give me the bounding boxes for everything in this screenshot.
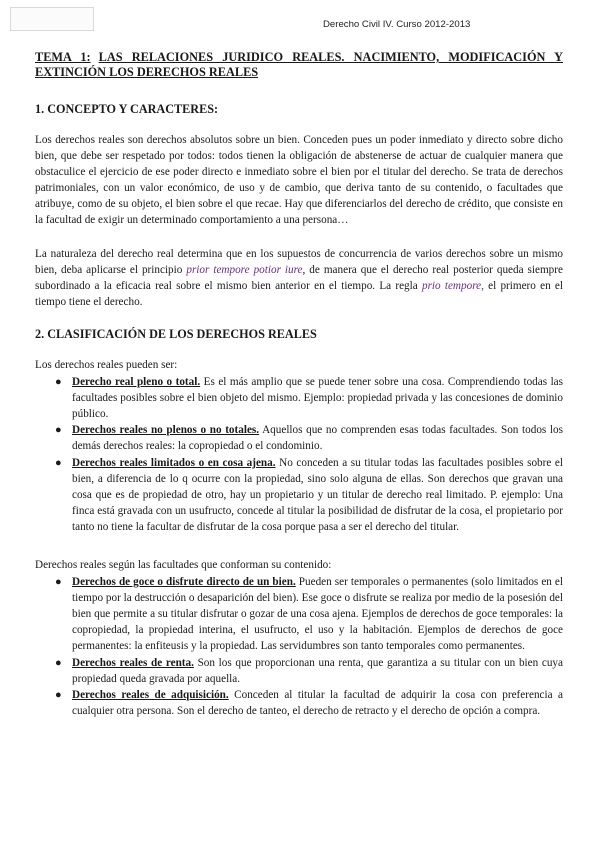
list-item-text: No conceden a su titular todas las facultades posibles sobre el bien, a diferencia de lo q ocurre con la propiedad, sino solo alguna de ellas. Son derechos que gravan una cosa que es de propiedad de otro, hay un propietario y un titular de derecho real limitado. P. ejemplo: Una finca está gravada con un usufructo, concede al titular la posibilidad de disfrutar de la cosa, el propietario por tanto no tiene la facultar de disfrutar de la cosa porque pasa a ser el derecho del titular. — [72, 456, 563, 533]
list-item — [35, 455, 563, 535]
list-item-text: Conceden al titular la facultad de adquirir la cosa con preferencia a cualquier otra persona. Son el derecho de tanteo, el derecho de retracto y el derecho de opción a compra. — [72, 688, 563, 717]
document-body — [35, 50, 563, 739]
facultades-list — [35, 574, 563, 719]
list-lead: Los derechos reales pueden ser: — [35, 358, 178, 371]
list-item-term: Derecho real pleno o total. — [72, 376, 201, 389]
header-logo-placeholder — [10, 7, 94, 31]
list-item — [35, 574, 563, 654]
list-item-term: Derechos reales limitados o en cosa ajena. — [72, 456, 276, 469]
latin-phrase: prior tempore potior iure — [186, 263, 303, 276]
list-item-term: Derechos reales de renta. — [72, 656, 194, 669]
bullet-icon: ● — [55, 456, 62, 469]
bullet-icon: ● — [55, 576, 62, 589]
list-item-term: Derechos reales de adquisición. — [72, 688, 229, 701]
bullet-icon: ● — [55, 376, 62, 389]
list-item-text: Aquellos que no comprenden esas todas facultades. Son todos los demás derechos reales: la copropiedad o el condominio. — [72, 424, 563, 453]
list-item — [35, 422, 563, 454]
list-item — [35, 374, 563, 422]
list-item — [35, 655, 563, 687]
bullet-icon: ● — [55, 656, 62, 669]
paragraph-naturaleza — [35, 246, 563, 310]
title-text: LAS RELACIONES JURIDICO REALES. NACIMIENTO, MODIFICACIÓN Y EXTINCIÓN LOS DERECHOS REALES — [35, 50, 563, 79]
title-tema: TEMA 1: — [35, 50, 91, 64]
latin-phrase: prio tempore, — [421, 279, 484, 292]
list-item-term: Derechos de goce o disfrute directo de un bien. — [72, 576, 296, 589]
list-lead: Derechos reales según las facultades que conforman su contenido: — [35, 558, 332, 571]
document-title — [35, 50, 563, 80]
running-header: Derecho Civil IV. Curso 2012-2013 — [323, 19, 471, 30]
paragraph-concepto: Los derechos reales son derechos absolutos sobre un bien. Conceden pues un poder inmediato y directo sobre dicho bien, que debe ser respetado por todos: todos tienen la obligación de abstenerse de actuar de cualquier manera que obstaculice el ejercicio de ese poder directo e inmediato sobre el bien por el titular del derecho. Se trata de derechos patrimoniales, con un valor económico, de uso y de cambio, que deriva tanto de su contenido, o facultades que atribuye, como de su objeto, el bien sobre el que recae. Hay que diferenciarlos del derecho de crédito, que consiste en la facultad de exigir un determinado comportamiento a una persona… — [35, 134, 563, 227]
list-item-term: Derechos reales no plenos o no totales. — [72, 424, 260, 437]
bullet-icon: ● — [55, 688, 62, 701]
list-item — [35, 687, 563, 719]
section-heading-clasificacion: 2. CLASIFICACIÓN DE LOS DERECHOS REALES — [35, 326, 317, 341]
list-item-text: Son los que proporcionan una renta, que garantiza a su titular con un bien cuya propiedad queda gravada por aquella. — [72, 656, 563, 685]
section-heading-concepto: 1. CONCEPTO Y CARACTERES: — [35, 102, 219, 116]
bullet-icon: ● — [55, 424, 62, 437]
paragraph-text: el primero en el tiempo tiene el derecho. — [35, 279, 563, 308]
list-item-text: Es el más amplio que se puede tener sobre una cosa. Comprendiendo todas las facultades posibles sobre el bien objeto del mismo. Ejemplo: propiedad privada y las concesiones de dominio público. — [72, 376, 563, 421]
paragraph-text: , de manera que el derecho real posterior queda siempre subordinado a la eficacia real sobre el mismo bien anterior en el tiempo. La regla — [35, 263, 563, 292]
list-item-text: Pueden ser temporales o permanentes (solo limitados en el tiempo por la destrucción o desaparición del bien). Ese goce o disfrute se realiza por medio de la posesión del bien que permite a su titular disfrutar o gozar de una cosa ajena. Ejemplos de derechos de goce temporales: la copropiedad, la propiedad interina, el usufructo, el uso y la habitación. Ejemplos de derechos de goce permanentes: la enfiteusis y la propiedad. Las servidumbres son tanto temporales como permanentes. — [72, 576, 563, 653]
classification-list — [35, 374, 563, 535]
paragraph-text: La naturaleza del derecho real determina que en los supuestos de concurrencia de varios derechos sobre un mismo bien, deba aplicarse el principio — [35, 247, 563, 276]
